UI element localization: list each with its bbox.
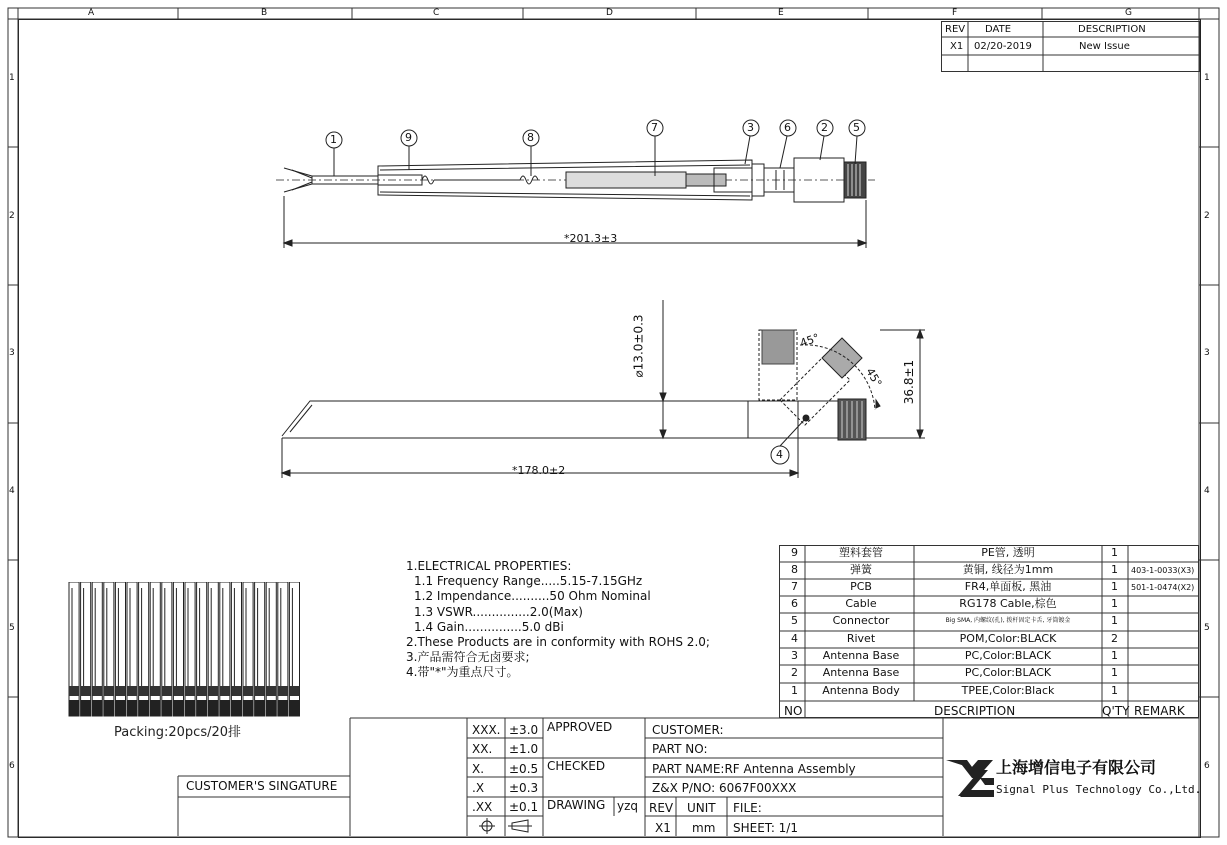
bom-cell-no: 5 [791,614,798,627]
length-dimension-side: *178.0±2 [512,464,566,477]
rev-value-title: X1 [655,821,671,835]
customer-signature-label: CUSTOMER'S SINGATURE [186,779,338,793]
bom-cell-no: 4 [791,632,798,645]
length-dimension-top: *201.3±3 [564,232,618,245]
col-label-a: A [88,8,95,18]
company-name-cn: 上海增信电子有限公司 [996,758,1157,777]
note-line: 1.1 Frequency Range.....5.15-7.15GHz [414,574,643,589]
note-line: 1.2 Impendance..........50 Ohm Nominal [414,589,651,604]
bom-cell-part: 弹簧 [850,563,872,576]
note-line: 1.3 VSWR...............2.0(Max) [414,604,583,619]
rev-header: REV [945,24,966,35]
bom-cell-qty: 1 [1111,614,1118,627]
part-no-label: PART NO: [652,742,708,756]
bom-cell-no: 6 [791,597,798,610]
approved-label: APPROVED [547,720,613,734]
bom-header-remark: REMARK [1134,704,1185,718]
bom-cell-part: 塑料套管 [839,546,883,559]
date-value: 02/20-2019 [974,41,1032,52]
bom-cell-no: 7 [791,580,798,593]
tolerance-value-2: ±1.0 [509,742,539,756]
row-label-6-right: 6 [1204,761,1210,771]
row-label-1-right: 1 [1204,73,1210,83]
bom-cell-qty: 1 [1111,563,1118,576]
bom-cell-qty: 1 [1111,666,1118,679]
bom-cell-part: Cable [845,597,877,610]
note-line: 4.带"*"为重点尺寸。 [406,665,519,680]
tolerance-value-5: ±0.1 [509,800,539,814]
description-header: DESCRIPTION [1078,24,1146,35]
note-line: 1.4 Gain...............5.0 dBi [414,619,564,634]
bom-cell-material: Big SMA, 内螺纹(孔), 拨杆固定卡舌, 牙筒镀金 [945,617,1071,624]
bom-cell-remark: 403-1-0033(X3) [1131,566,1195,575]
row-label-3-right: 3 [1204,348,1210,358]
customer-label: CUSTOMER: [652,723,724,737]
bom-header-no: NO [784,704,803,718]
bom-cell-no: 8 [791,563,798,576]
balloon-5: 5 [853,121,860,134]
tolerance-value-3: ±0.5 [509,762,539,776]
col-label-c: C [433,8,440,18]
bom-header-qty: Q'TY [1102,704,1130,718]
bom-cell-qty: 1 [1111,597,1118,610]
bom-cell-qty: 1 [1111,684,1118,697]
note-line: 3.产品需符合无卤要求; [406,650,530,665]
drawing-label: DRAWING [547,798,606,812]
row-label-2-right: 2 [1204,211,1210,221]
drawer-name: yzq [617,799,639,813]
tolerance-format-3: X. [472,762,485,776]
tolerance-value-4: ±0.3 [509,781,539,795]
bom-cell-no: 9 [791,546,798,559]
tolerance-value-1: ±3.0 [509,723,539,737]
tolerance-format-4: .X [472,781,485,795]
bom-cell-qty: 1 [1111,546,1118,559]
col-label-d: D [606,8,613,18]
bom-cell-qty: 1 [1111,580,1118,593]
bom-cell-qty: 1 [1111,649,1118,662]
unit-label: UNIT [687,801,716,815]
row-label-5: 5 [9,623,15,633]
bom-cell-material: TPEE,Color:Black [961,684,1055,697]
part-name-label: PART NAME:RF Antenna Assembly [652,762,856,776]
balloon-8: 8 [527,131,534,144]
unit-value: mm [692,821,716,835]
bom-cell-part: Antenna Base [822,649,900,662]
row-label-6: 6 [9,761,15,771]
note-line: 1.ELECTRICAL PROPERTIES: [406,559,572,573]
angle-label-1: 45° [798,331,822,350]
row-label-1: 1 [9,73,15,83]
bom-cell-part: Connector [832,614,890,627]
bom-header-description: DESCRIPTION [934,704,1016,718]
bom-cell-material: RG178 Cable,棕色 [959,597,1057,610]
rev-value: X1 [950,41,964,52]
bom-cell-material: PC,Color:BLACK [964,666,1052,679]
balloon-3: 3 [747,121,754,134]
date-header: DATE [985,24,1012,35]
bom-cell-material: FR4,单面板, 黑油 [964,580,1052,593]
bom-cell-material: POM,Color:BLACK [959,632,1057,645]
bom-cell-material: 黄铜, 线径为1mm [962,563,1054,576]
description-value: New Issue [1079,41,1130,52]
note-line: 2.These Products are in conformity with ROHS 2.0; [406,635,710,650]
bom-cell-no: 1 [791,684,798,697]
sheet-label: SHEET: 1/1 [733,821,798,835]
row-label-4: 4 [9,486,15,496]
diameter-dimension: ⌀13.0±0.3 [631,314,646,378]
bom-cell-no: 3 [791,649,798,662]
tolerance-format-5: .XX [472,800,493,814]
bom-cell-part: Rivet [846,632,876,645]
row-label-3: 3 [9,348,15,358]
col-label-e: E [778,8,784,18]
balloon-2: 2 [821,121,828,134]
bom-cell-part: Antenna Body [822,684,900,697]
col-label-b: B [261,8,268,18]
company-name-en: Signal Plus Technology Co.,Ltd. [996,783,1202,796]
row-label-4-right: 4 [1204,486,1210,496]
bom-cell-part: PCB [850,580,872,593]
balloon-4: 4 [776,448,783,461]
file-label: FILE: [733,801,762,815]
bom-cell-qty: 2 [1111,632,1118,645]
balloon-1: 1 [330,133,337,146]
bom-cell-material: PE管, 透明 [981,546,1035,559]
balloon-9: 9 [405,131,412,144]
tolerance-format-1: XXX. [472,723,501,737]
col-label-f: F [952,8,958,18]
tolerance-format-2: XX. [472,742,493,756]
bom-cell-material: PC,Color:BLACK [964,649,1052,662]
checked-label: CHECKED [547,759,606,773]
row-label-2: 2 [9,211,15,221]
height-dimension: 36.8±1 [902,359,917,405]
bom-cell-part: Antenna Base [822,666,900,679]
balloon-6: 6 [784,121,791,134]
col-label-g: G [1125,8,1132,18]
rev-label: REV [649,801,674,815]
zx-part-number: Z&X P/NO: 6067F00XXX [652,781,797,795]
row-label-5-right: 5 [1204,623,1210,633]
angle-label-2: 45° [863,365,885,390]
balloon-7: 7 [651,121,658,134]
packing-label: Packing:20pcs/20排 [114,725,242,740]
bom-cell-no: 2 [791,666,798,679]
bom-cell-remark: 501-1-0474(X2) [1131,583,1195,592]
